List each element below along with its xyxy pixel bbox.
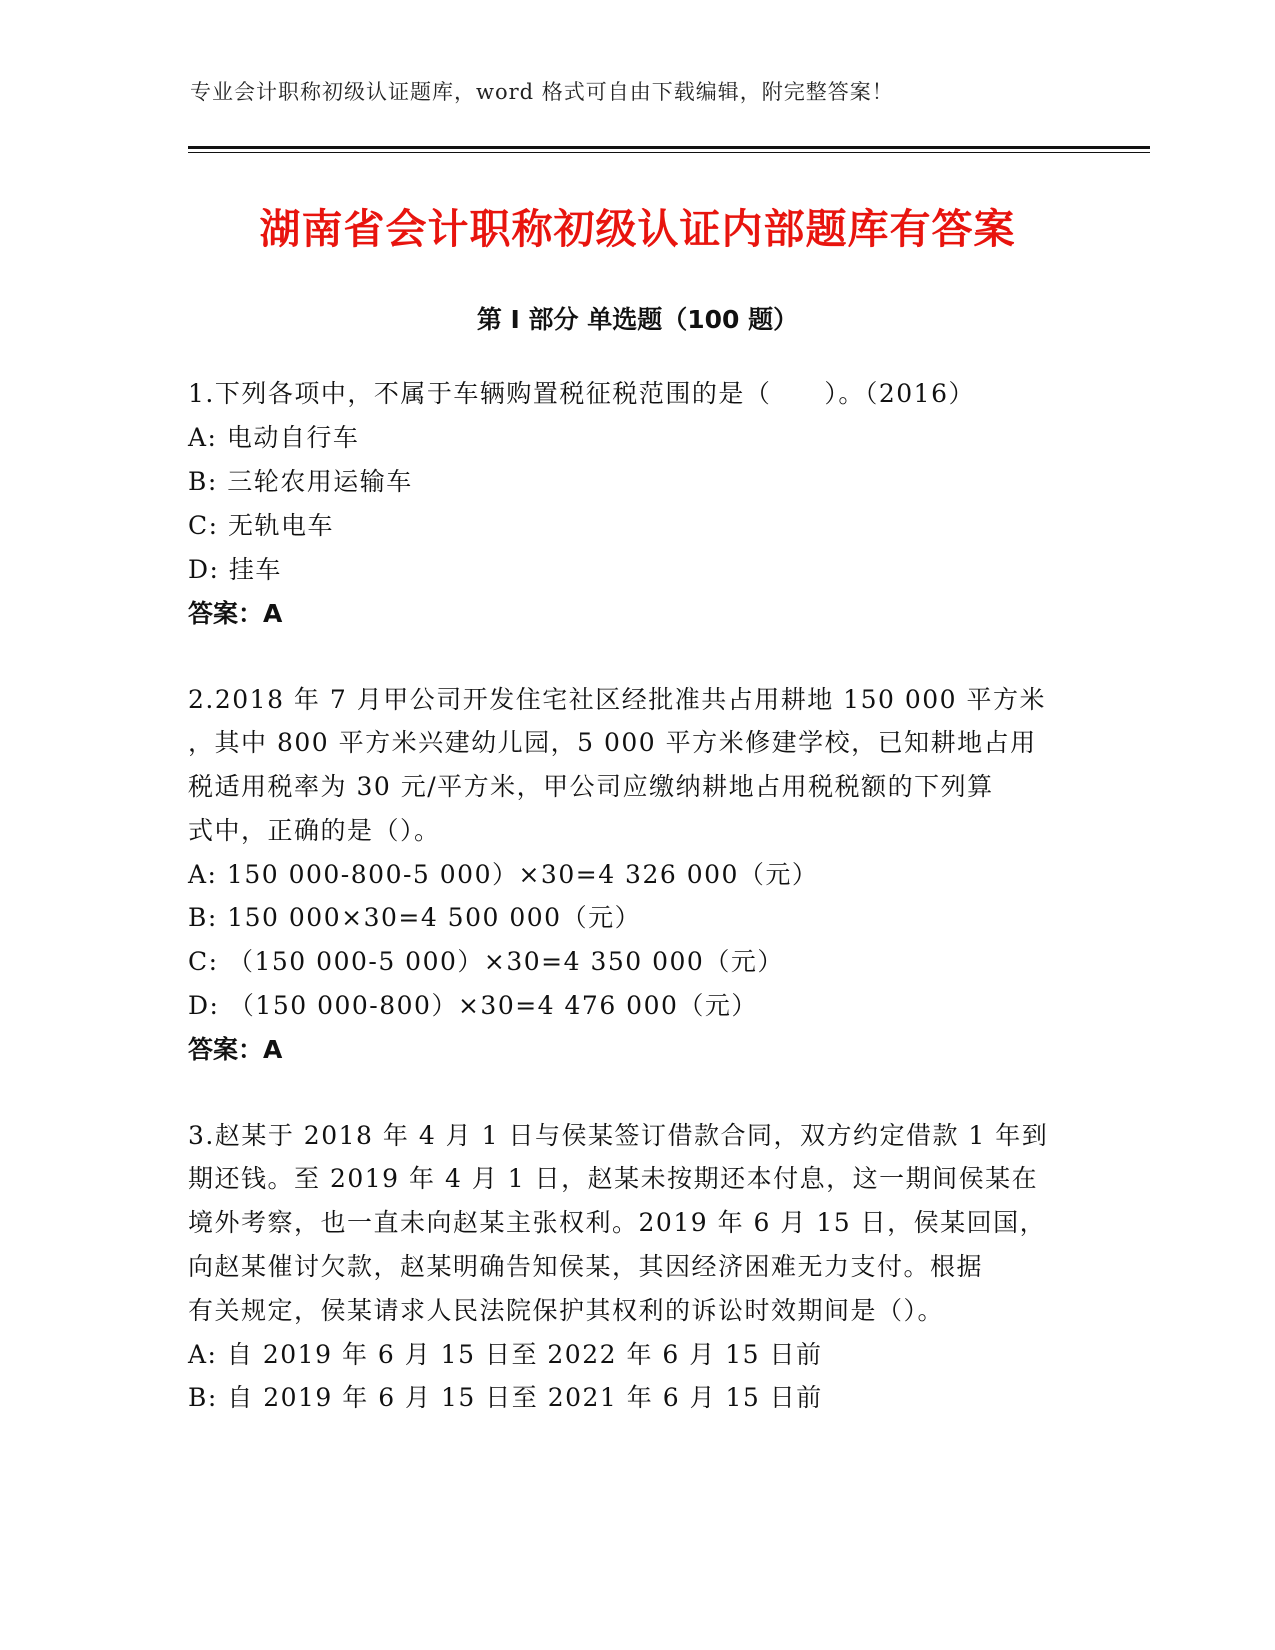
option-c: C: （150 000-5 000）×30=4 350 000（元） <box>188 947 784 976</box>
answer: 答案：A <box>188 599 283 628</box>
option-c: C: 无轨电车 <box>188 511 334 540</box>
question-text-line: 期还钱。至 2019 年 4 月 1 日，赵某未按期还本付息，这一期间侯某在 <box>188 1164 1039 1193</box>
header-note: 专业会计职称初级认证题库，word 格式可自由下载编辑，附完整答案！ <box>190 80 894 104</box>
option-b: B: 150 000×30=4 500 000（元） <box>188 903 642 932</box>
question-text-line: 境外考察，也一直未向赵某主张权利。2019 年 6 月 15 日，侯某回国， <box>188 1208 1047 1237</box>
header-divider <box>188 146 1150 149</box>
option-b: B: 三轮农用运输车 <box>188 467 413 496</box>
option-a: A: 电动自行车 <box>188 423 360 452</box>
document-title: 湖南省会计职称初级认证内部题库有答案 <box>259 205 1016 253</box>
question-text-line: 2.2018 年 7 月甲公司开发住宅社区经批准共占用耕地 150 000 平方米 <box>188 685 1046 714</box>
question-text-line: 3.赵某于 2018 年 4 月 1 日与侯某签订借款合同，双方约定借款 1 年到 <box>188 1121 1049 1150</box>
header-divider-thin <box>188 152 1150 153</box>
option-d: D: 挂车 <box>188 555 282 584</box>
option-d: D: （150 000-800）×30=4 476 000（元） <box>188 991 758 1020</box>
option-a: A: 自 2019 年 6 月 15 日至 2022 年 6 月 15 日前 <box>188 1340 823 1369</box>
question-text-line: 式中，正确的是（）。 <box>188 816 441 845</box>
section-title: 第 I 部分 单选题（100 题） <box>476 305 799 334</box>
option-a: A: 150 000-800-5 000）×30=4 326 000（元） <box>188 860 819 889</box>
question-text-line: 有关规定，侯某请求人民法院保护其权利的诉讼时效期间是（）。 <box>188 1296 945 1325</box>
question-text-line: 向赵某催讨欠款，赵某明确告知侯某，其因经济困难无力支付。根据 <box>188 1252 984 1281</box>
question-text-line: 1.下列各项中，不属于车辆购置税征税范围的是（ ）。（2016） <box>188 379 975 408</box>
answer: 答案：A <box>188 1035 283 1064</box>
question-text-line: ，其中 800 平方米兴建幼儿园，5 000 平方米修建学校，已知耕地占用 <box>188 728 1037 757</box>
question-text-line: 税适用税率为 30 元/平方米，甲公司应缴纳耕地占用税税额的下列算 <box>188 772 994 801</box>
option-b: B: 自 2019 年 6 月 15 日至 2021 年 6 月 15 日前 <box>188 1383 823 1412</box>
